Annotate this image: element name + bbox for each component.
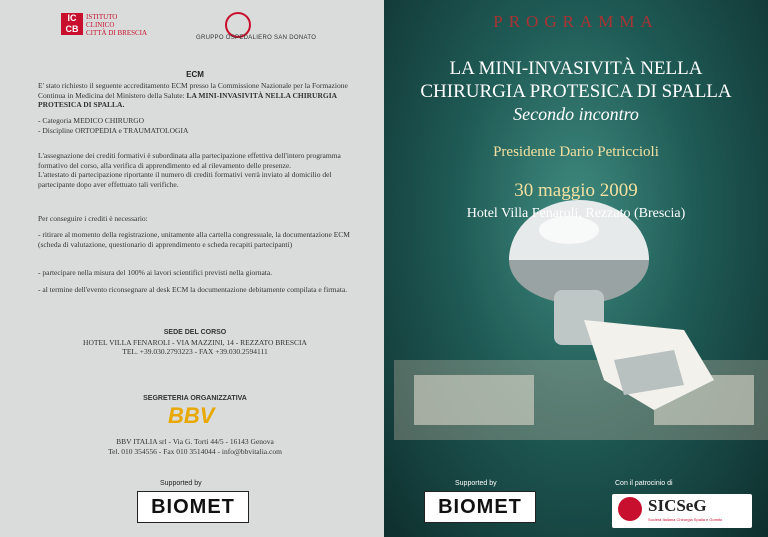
event-date: 30 maggio 2009 [514, 180, 638, 201]
ecm-intro: E' stato richiesto il seguente accreditamento ECM presso la Commissione Nazionale per la Formazione Continua in Medicina del Ministero della Salute: LA MINI-INVASIVITÀ NELLA CHIRURGIA PROTESICA DI SPALLA. [38, 81, 348, 109]
biomet-logo-right: BIOMET [424, 491, 536, 523]
gsd-logo-text: GRUPPO OSPEDALIERO SAN DONATO [196, 35, 317, 41]
event-title-line2: CHIRURGIA PROTESICA DI SPALLA [420, 81, 732, 102]
icb-logo-text: ISTITUTO CLINICO CITTÀ DI BRESCIA [86, 13, 148, 37]
venue-block: SEDE DEL CORSO HOTEL VILLA FENAROLI - VIA MAZZINI, 14 - REZZATO BRESCIA TEL. +39.030.2793223 - FAX +39.030.2594111 [83, 329, 307, 356]
president: Presidente Dario Petriccioli [493, 144, 659, 160]
icb-logo: IC CB [61, 13, 83, 35]
sicseg-emblem-icon [618, 497, 642, 521]
event-location: Hotel Villa Fenaroli, Rezzato (Brescia) [466, 206, 686, 221]
step-3: - al termine dell'evento riconsegnare al desk ECM la documentazione debitamente compilata e firmata. [38, 285, 348, 294]
step-2: - partecipare nella misura del 100% ai lavori scientifici previsti nella giornata. [38, 268, 273, 277]
secretariat-title: SEGRETERIA ORGANIZZATIVA [143, 395, 247, 402]
supported-by-label: Supported by [160, 480, 202, 487]
event-title-line1: LA MINI-INVASIVITÀ NELLA [449, 58, 703, 79]
patronage-label: Con il patrocinio di [615, 480, 673, 487]
ecm-categories: - Categoria MEDICO CHIRURGO - Discipline ORTOPEDIA e TRAUMATOLOGIA [38, 116, 189, 135]
sicseg-logo: SICSeG Società Italiana Chirurgia Spalla e Gomito [612, 494, 752, 528]
biomet-logo: BIOMET [137, 491, 249, 523]
ecm-title: ECM [186, 70, 204, 79]
necessary-text: Per conseguire i crediti è necessario: [38, 214, 148, 223]
event-subtitle: Secondo incontro [513, 104, 639, 124]
programma-heading: PROGRAMMA [493, 12, 659, 31]
bbv-contact: BBV ITALIA srl - Via G. Torti 44/5 - 16143 Genova Tel. 010 354556 - Fax 010 3514044 - info@bbvitalia.com [108, 437, 282, 456]
supported-by-label-right: Supported by [455, 480, 497, 487]
bbv-logo: BBV [168, 403, 215, 428]
step-1: - ritirare al momento della registrazione, unitamente alla cartella congressuale, la documentazione ECM (scheda di valutazione, questionario di apprendimento e scheda recapiti partecipanti) [38, 230, 350, 249]
credits-note: L'assegnazione dei crediti formativi è subordinata alla partecipazione effettiva dell'intero programma formativo del corso, alla verifica di apprendimento ed al rilevamento delle presenze. L'attestato di partecipazione riportante il numero di crediti formativi verrà inviato al domicilio del partecipante dopo aver effettuato tali verifiche. [38, 151, 341, 189]
